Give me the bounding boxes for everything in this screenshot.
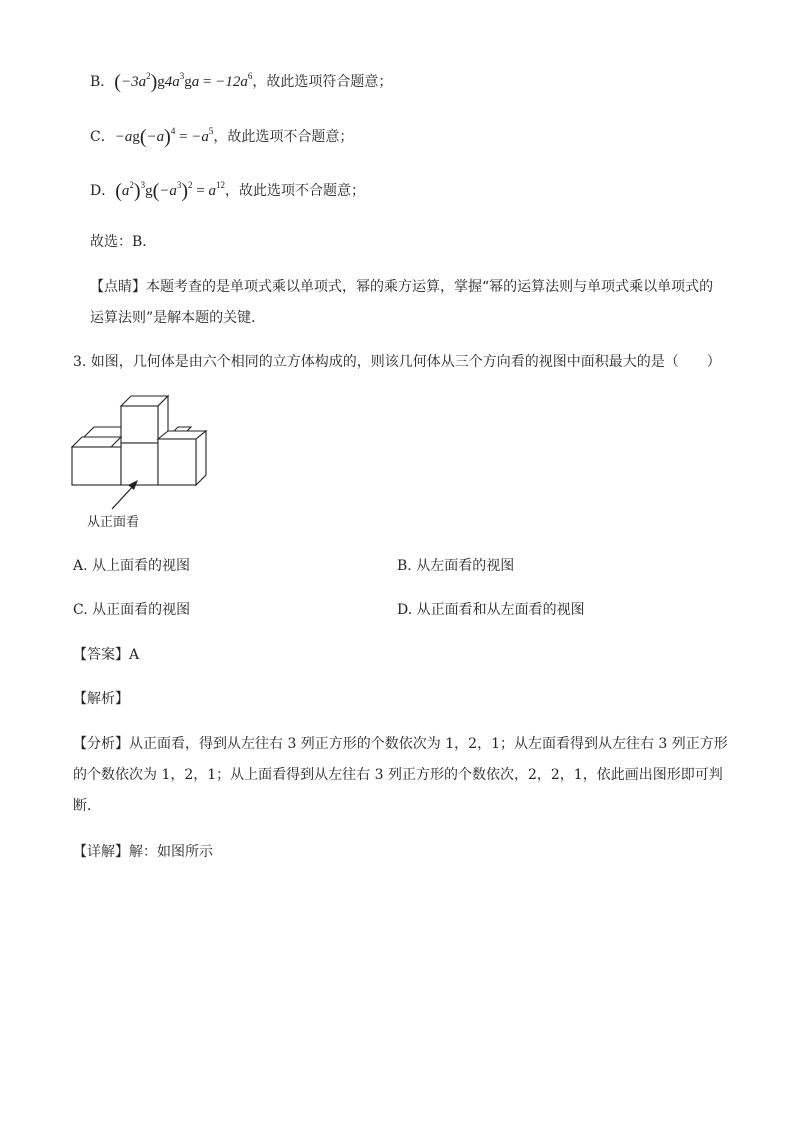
detail-line — [73, 842, 213, 862]
option-c-text: 从正面看的视图 — [92, 602, 191, 618]
left-cube-top-face — [72, 437, 121, 447]
option-b-letter: B. — [397, 558, 412, 574]
comment-line-2: 运算法则”是解本题的关键． — [90, 310, 266, 326]
fenxi-line-1 — [73, 734, 728, 754]
solution-conclusion-d: ，故此选项不合题意； — [225, 183, 366, 199]
solution-label-b: B． — [90, 74, 115, 90]
solution-label-c: C． — [90, 129, 115, 145]
question-3-stem: 3. 如图，几何体是由六个相同的立方体构成的，则该几何体从三个方向看的视图中面积最大的是（ ） — [73, 354, 721, 370]
analysis-tag: 【解析】 — [73, 691, 129, 707]
option-d — [397, 600, 585, 620]
solution-conclusion-b: ，故此选项符合题意； — [252, 74, 393, 90]
option-b-text: 从左面看的视图 — [416, 558, 515, 574]
comment-tag: 【点睛】 — [90, 279, 146, 295]
option-a-letter: A. — [73, 558, 88, 574]
detail-tag: 【详解】 — [73, 844, 129, 860]
comment-line-1 — [90, 277, 713, 297]
option-d-text: 从正面看和从左面看的视图 — [416, 602, 585, 618]
solution-line-d — [90, 181, 365, 201]
right-cube-side-face — [196, 431, 206, 485]
solution-line-b — [90, 72, 392, 92]
answer-value: A — [129, 647, 140, 663]
detail-text: 解：如图所示 — [129, 844, 213, 860]
option-a-text: 从上面看的视图 — [92, 558, 191, 574]
figure-caption: 从正面看 — [87, 515, 140, 530]
option-d-letter: D. — [397, 602, 413, 618]
fenxi-line-2: 的个数依次为 1，2，1；从上面看得到从左往右 3 列正方形的个数依次，2，2，1，依此画出图形即可判 — [73, 767, 723, 783]
fenxi-line-3: 断． — [73, 798, 101, 814]
solution-line-c — [90, 127, 353, 147]
fenxi-text-1: 从正面看，得到从左往右 3 列正方形的个数依次为 1，2，1；从左面看得到从左往右 3 列正方形 — [129, 736, 728, 752]
fenxi-tag: 【分析】 — [73, 736, 129, 752]
answer-tag: 【答案】 — [73, 647, 129, 663]
option-c — [73, 600, 190, 620]
left-cube-front-face — [72, 447, 121, 485]
option-a — [73, 556, 190, 576]
choice-line: 故选：B． — [90, 234, 157, 250]
option-b — [397, 556, 514, 576]
formula-d: $(a^2)^3g(-a^3)^2 = a^{12}$ — [115, 180, 226, 202]
cube-figure — [68, 393, 218, 523]
formula-b: $(-3a^2)g4a^3ga = -12a^6$ — [114, 71, 253, 93]
comment-text-1: 本题考查的是单项式乘以单项式，幂的乘方运算，掌握“幂的运算法则与单项式乘以单项式的 — [146, 279, 714, 295]
solution-conclusion-c: ，故此选项不合题意； — [213, 129, 354, 145]
option-c-letter: C. — [73, 602, 88, 618]
formula-c: $-ag(-a)^4 = -a^5$ — [114, 126, 214, 148]
right-cube-front-face — [158, 439, 196, 485]
answer-line — [73, 645, 139, 665]
top-cube-front-face — [121, 406, 158, 443]
solution-label-d: D． — [90, 183, 116, 199]
middle-cube-front-face — [121, 443, 158, 485]
